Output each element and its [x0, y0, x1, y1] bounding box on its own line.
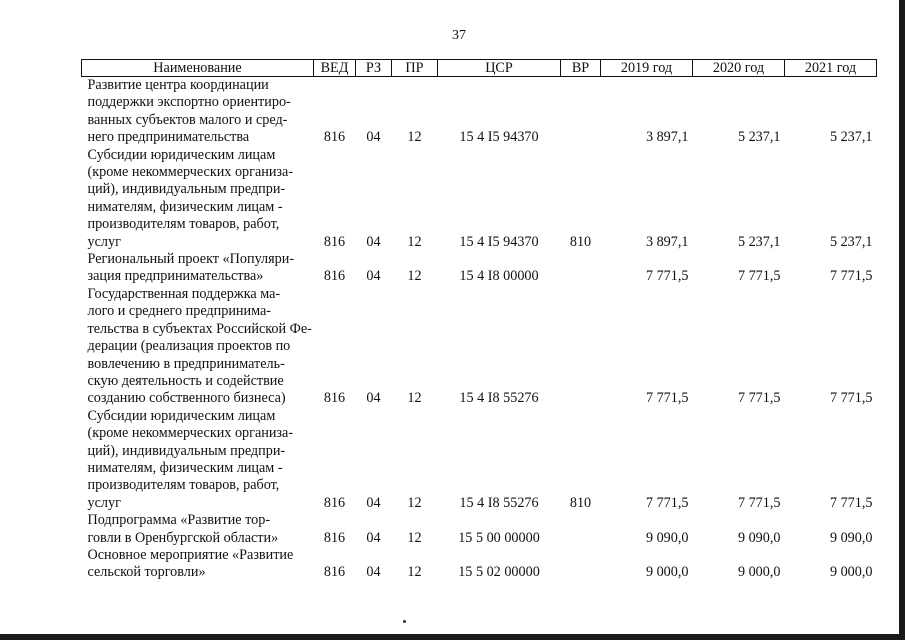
name-line: зация предпринимательства»	[87, 268, 264, 285]
cell-pr: 12	[407, 390, 422, 407]
cell-vr	[561, 251, 601, 286]
name-line: Развитие центра координации	[87, 77, 269, 93]
page-number: 37	[452, 28, 466, 43]
name-line: ций), индивидуальным предпри-	[87, 442, 286, 459]
table-body	[82, 77, 877, 582]
cell-vr	[561, 286, 601, 408]
name-line: услуг	[87, 233, 121, 250]
name-line: производителям товаров, работ,	[87, 216, 280, 233]
cell-ved: 816	[323, 233, 346, 250]
table-row	[82, 408, 877, 512]
cell-2020: 7 771,5	[737, 268, 781, 285]
cell-ved: 816	[323, 494, 346, 511]
cell-pr: 12	[407, 494, 422, 511]
header-2019: 2019 год	[601, 60, 693, 77]
cell-2020: 9 000,0	[737, 564, 781, 581]
cell-2020: 7 771,5	[737, 494, 781, 511]
cell-2019: 7 771,5	[645, 494, 689, 511]
cell-2020: 7 771,5	[737, 390, 781, 407]
cell-pr: 12	[407, 129, 422, 146]
header-2021: 2021 год	[785, 60, 877, 77]
cell-vr	[561, 512, 601, 547]
table-header-row	[82, 60, 877, 77]
name-line: говли в Оренбургской области»	[87, 529, 279, 546]
table-row	[82, 547, 877, 582]
name-line: сельской торговли»	[87, 564, 206, 581]
cell-ved: 816	[323, 564, 346, 581]
cell-ved: 816	[323, 129, 346, 146]
header-vr: ВР	[561, 60, 601, 77]
cell-csr: 15 4 I8 00000	[459, 268, 539, 285]
cell-2021: 5 237,1	[829, 129, 873, 146]
cell-ved: 816	[323, 268, 346, 285]
cell-2021: 9 000,0	[829, 564, 873, 581]
table-row	[82, 512, 877, 547]
cell-csr: 15 4 I5 94370	[459, 129, 539, 146]
name-line: ванных субъектов малого и сред-	[87, 111, 288, 128]
name-line: производителям товаров, работ,	[87, 477, 280, 494]
cell-pr: 12	[407, 529, 422, 546]
cell-2021: 7 771,5	[829, 494, 873, 511]
cell-2020: 5 237,1	[737, 233, 781, 250]
name-line: (кроме некоммерческих организа-	[87, 164, 294, 181]
cell-pr: 12	[407, 564, 422, 581]
cell-rz: 04	[366, 494, 381, 511]
cell-csr: 15 5 02 00000	[458, 564, 540, 581]
cell-vr: 810	[569, 494, 592, 511]
cell-2020: 5 237,1	[737, 129, 781, 146]
cell-rz: 04	[366, 129, 381, 146]
name-line: Государственная поддержка ма-	[87, 285, 281, 302]
name-line: нимателям, физическим лицам -	[87, 459, 283, 476]
name-line: (кроме некоммерческих организа-	[87, 425, 294, 442]
name-line: него предпринимательства	[87, 129, 250, 146]
header-pr: ПР	[392, 60, 438, 77]
cell-2021: 7 771,5	[829, 268, 873, 285]
cell-2019: 7 771,5	[645, 390, 689, 407]
cell-name	[82, 512, 314, 547]
name-line: ций), индивидуальным предпри-	[87, 181, 286, 198]
header-name: Наименование	[82, 60, 314, 77]
name-line: Региональный проект «Популяри-	[87, 251, 295, 268]
cell-2021: 7 771,5	[829, 390, 873, 407]
cell-2021: 5 237,1	[829, 233, 873, 250]
name-line: скую деятельность и содействие	[87, 372, 284, 389]
header-rz: РЗ	[356, 60, 392, 77]
name-line: лого и среднего предпринима-	[87, 303, 272, 320]
scan-edge-right	[899, 0, 905, 640]
scan-edge-bottom	[0, 634, 905, 640]
cell-2020: 9 090,0	[737, 529, 781, 546]
name-line: Субсидии юридическим лицам	[87, 146, 276, 163]
cell-name	[82, 408, 314, 512]
cell-vr: 810	[569, 233, 592, 250]
cell-ved: 816	[323, 529, 346, 546]
cell-csr: 15 4 I5 94370	[459, 233, 539, 250]
cell-2019: 7 771,5	[645, 268, 689, 285]
name-line: нимателям, физическим лицам -	[87, 198, 283, 215]
cell-csr: 15 5 00 00000	[458, 529, 540, 546]
name-line: Субсидии юридическим лицам	[87, 407, 276, 424]
cell-pr: 12	[407, 233, 422, 250]
cell-2019: 3 897,1	[645, 233, 689, 250]
cell-2019: 3 897,1	[645, 129, 689, 146]
header-csr: ЦСР	[438, 60, 561, 77]
name-line: Подпрограмма «Развитие тор-	[87, 512, 271, 529]
name-line: тельства в субъектах Российской Фе-	[87, 320, 312, 337]
cell-2021: 9 090,0	[829, 529, 873, 546]
name-line: услуг	[87, 494, 121, 511]
name-line: дерации (реализация проектов по	[87, 338, 291, 355]
cell-ved: 816	[323, 390, 346, 407]
cell-rz: 04	[366, 529, 381, 546]
cell-vr	[561, 77, 601, 147]
cell-name	[82, 286, 314, 408]
cell-name	[82, 77, 314, 147]
budget-table	[81, 59, 877, 582]
cell-pr: 12	[407, 268, 422, 285]
name-line: поддержки экспортно ориентиро-	[87, 94, 291, 111]
table-row	[82, 251, 877, 286]
cell-2019: 9 000,0	[645, 564, 689, 581]
header-ved: ВЕД	[314, 60, 356, 77]
cell-2019: 9 090,0	[645, 529, 689, 546]
name-line: вовлечению в предприниматель-	[87, 355, 285, 372]
cell-vr	[561, 547, 601, 582]
cell-rz: 04	[366, 390, 381, 407]
cell-rz: 04	[366, 268, 381, 285]
cell-rz: 04	[366, 233, 381, 250]
cell-name	[82, 147, 314, 251]
table-row	[82, 77, 877, 147]
table-row	[82, 147, 877, 251]
table-row	[82, 286, 877, 408]
header-2020: 2020 год	[693, 60, 785, 77]
name-line: созданию собственного бизнеса)	[87, 390, 286, 407]
cell-csr: 15 4 I8 55276	[459, 390, 539, 407]
name-line: Основное мероприятие «Развитие	[87, 546, 294, 563]
cell-rz: 04	[366, 564, 381, 581]
cell-csr: 15 4 I8 55276	[459, 494, 539, 511]
cell-name	[82, 547, 314, 582]
scan-speck	[403, 620, 406, 623]
cell-name	[82, 251, 314, 286]
